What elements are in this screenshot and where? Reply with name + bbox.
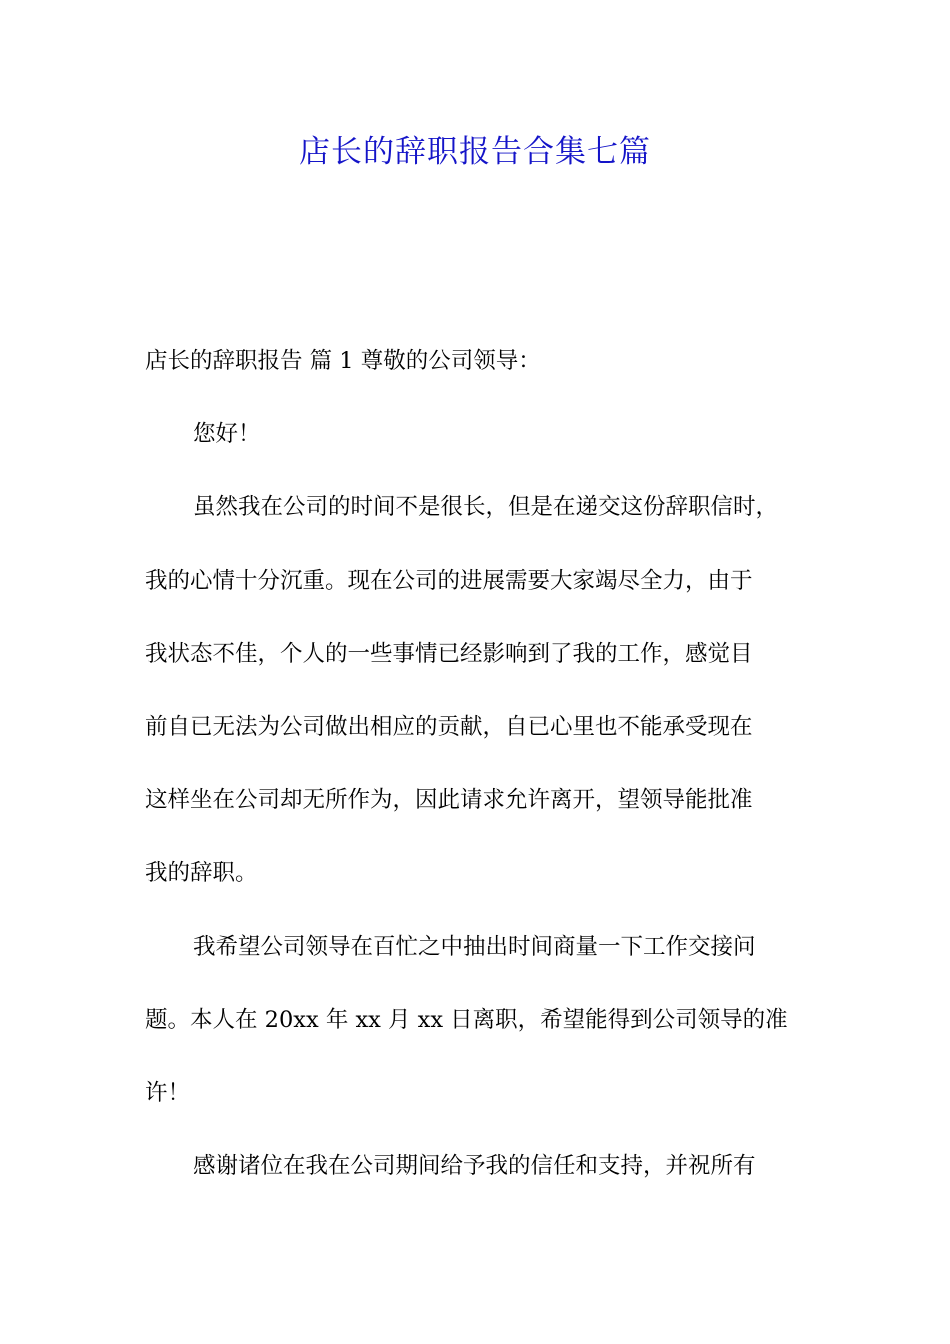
paragraph-line: 虽然我在公司的时间不是很长，但是在递交这份辞职信时， [193, 494, 779, 521]
paragraph-line: 许！ [145, 1079, 191, 1106]
paragraph-line: 店长的辞职报告 篇 1 尊敬的公司领导： [145, 348, 541, 374]
paragraph-line: 这样坐在公司却无所作为，因此请求允许离开，望领导能批准 [145, 787, 753, 814]
paragraph-line: 您好！ [193, 421, 261, 448]
paragraph-line: 我希望公司领导在百忙之中抽出时间商量一下工作交接问 [193, 933, 756, 960]
paragraph-line: 我状态不佳，个人的一些事情已经影响到了我的工作，感觉目 [145, 640, 753, 667]
paragraph-line: 前自已无法为公司做出相应的贡献，自已心里也不能承受现在 [145, 713, 753, 740]
document-body [145, 337, 815, 1215]
paragraph-line: 感谢诸位在我在公司期间给予我的信任和支持，并祝所有 [193, 1153, 756, 1180]
paragraph-line: 我的心情十分沉重。现在公司的进展需要大家竭尽全力，由于 [145, 567, 753, 594]
paragraph-line: 题。本人在 20xx 年 xx 月 xx 日离职，希望能得到公司领导的准 [145, 1006, 788, 1033]
document-title: 店长的辞职报告合集七篇 [299, 134, 651, 170]
paragraph-line: 我的辞职。 [145, 860, 258, 887]
